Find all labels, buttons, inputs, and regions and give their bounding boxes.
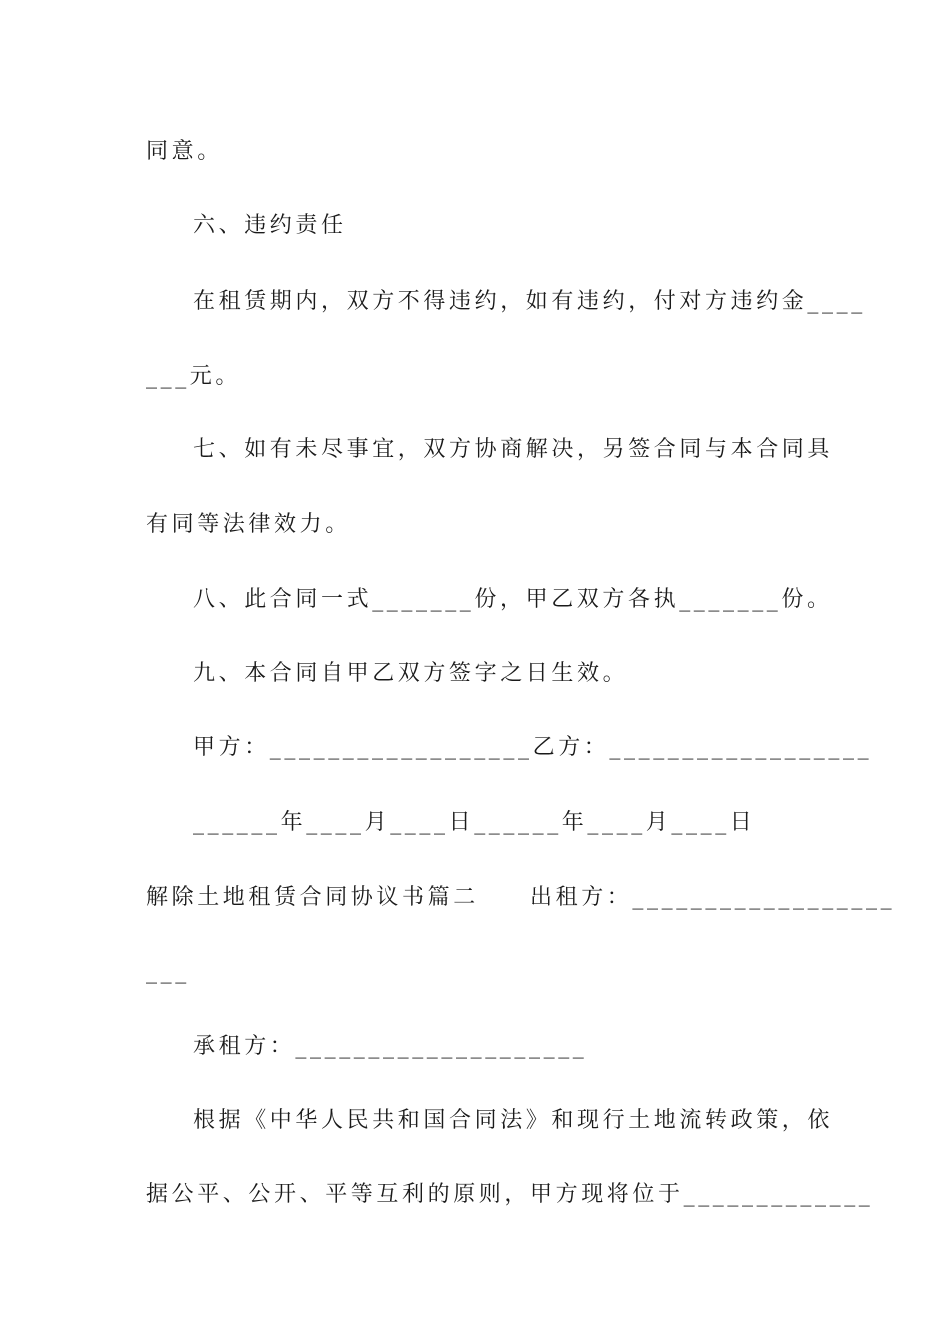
signature-line-parties: 甲方：__________________乙方：__________________ xyxy=(193,735,873,760)
text-line-3: 在租赁期内，双方不得违约，如有违约，付对方违约金____ xyxy=(193,289,866,314)
lessee-line: 承租方：____________________ xyxy=(193,1034,588,1059)
text-line-6: 有同等法律效力。 xyxy=(146,512,351,537)
section-title-part-two: 解除土地租赁合同协议书篇二 出租方：__________________ xyxy=(146,885,896,910)
date-line: ______年____月____日______年____月____日 xyxy=(193,810,756,835)
text-line-4: ___元。 xyxy=(146,364,242,389)
text-line-14: 根据《中华人民共和国合同法》和现行土地流转政策，依 xyxy=(193,1108,834,1133)
text-line-12: ___ xyxy=(146,959,190,984)
text-line-8: 九、本合同自甲乙双方签字之日生效。 xyxy=(193,661,629,686)
text-line-1: 同意。 xyxy=(146,139,223,164)
text-line-7: 八、此合同一式_______份，甲乙双方各执_______份。 xyxy=(193,587,833,612)
section-heading-breach: 六、违约责任 xyxy=(193,213,347,238)
text-line-15: 据公平、公开、平等互利的原则，甲方现将位于_____________ xyxy=(146,1182,874,1207)
text-line-5: 七、如有未尽事宜，双方协商解决，另签合同与本合同具 xyxy=(193,437,834,462)
